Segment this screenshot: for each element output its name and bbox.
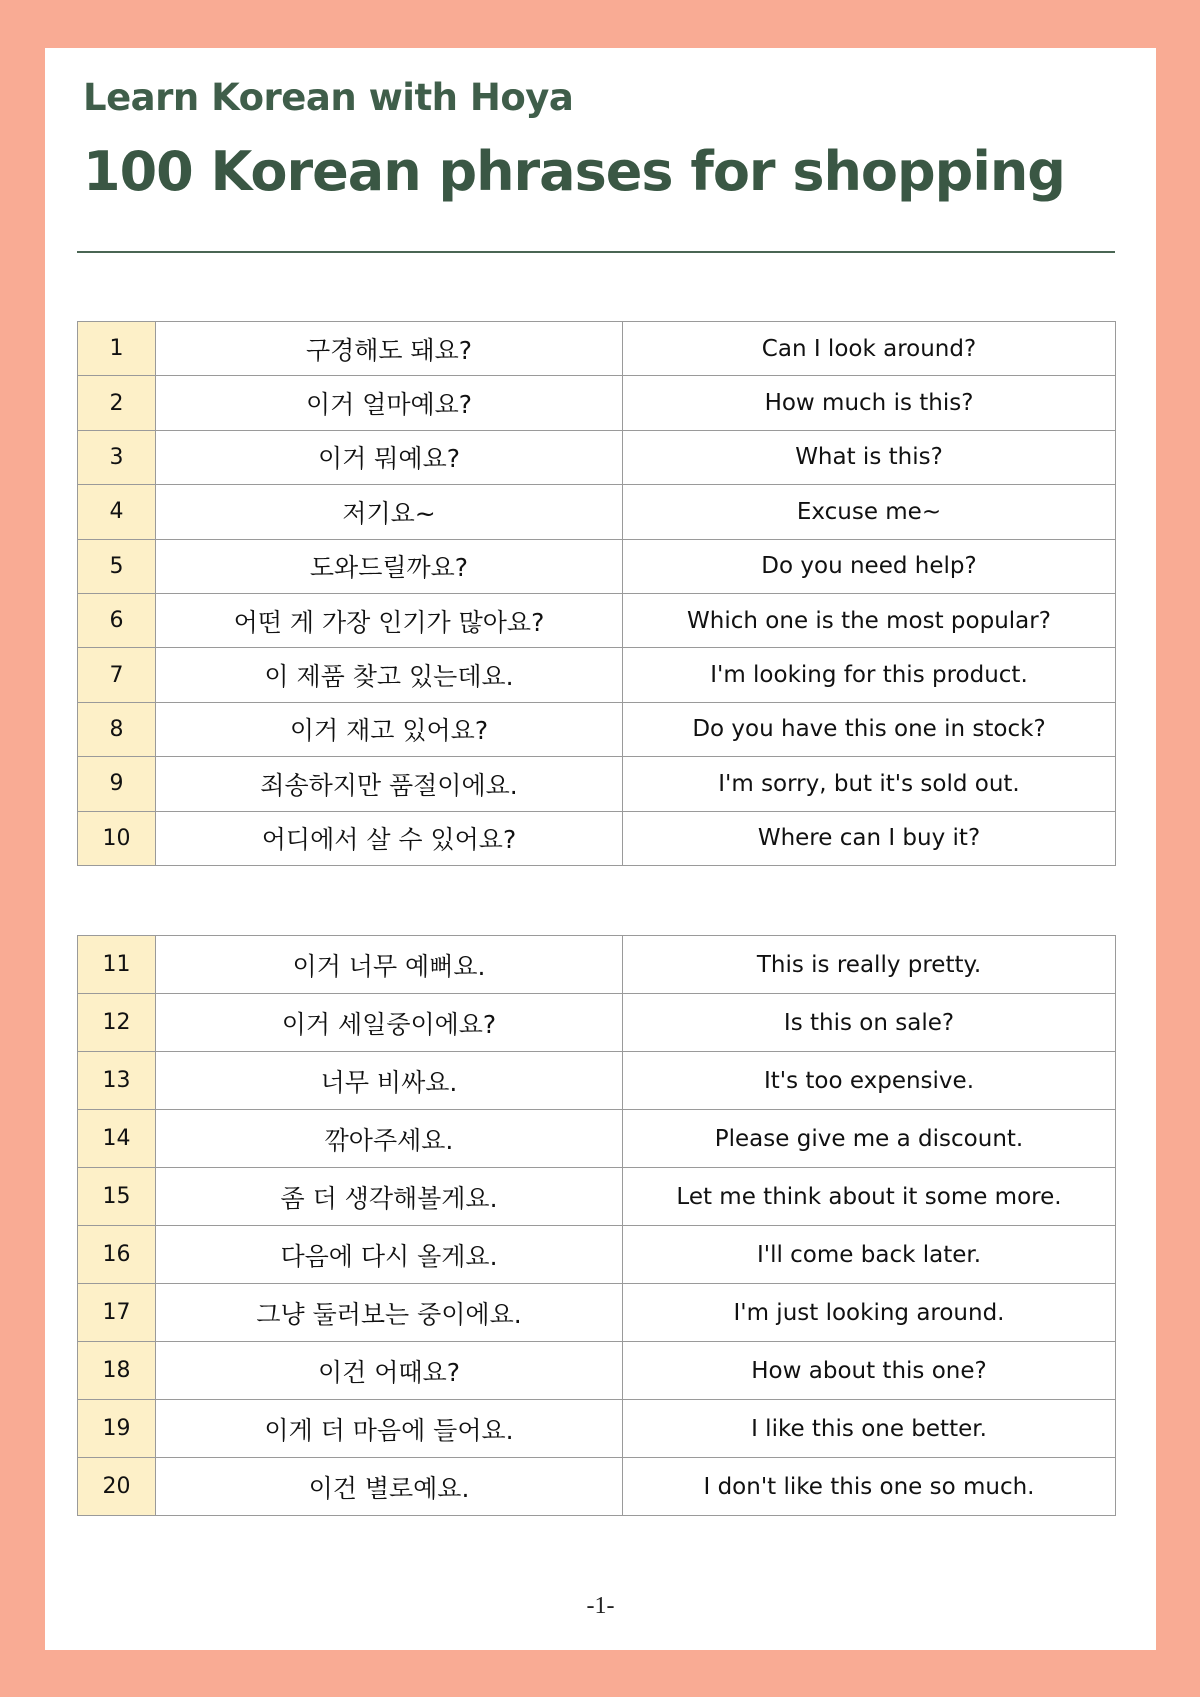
table-row	[78, 593, 1116, 647]
phrase-number: 11	[78, 936, 156, 994]
phrase-number: 6	[78, 593, 156, 647]
english-translation: Do you have this one in stock?	[623, 702, 1116, 756]
phrase-table-1	[77, 321, 1116, 866]
korean-phrase: 죄송하지만 품절이에요.	[156, 757, 623, 811]
english-translation: How much is this?	[623, 376, 1116, 430]
english-translation: Which one is the most popular?	[623, 593, 1116, 647]
english-translation: I'll come back later.	[623, 1226, 1116, 1284]
english-translation: How about this one?	[623, 1342, 1116, 1400]
phrase-number: 4	[78, 485, 156, 539]
korean-phrase: 저기요~	[156, 485, 623, 539]
english-translation: Excuse me~	[623, 485, 1116, 539]
table-row	[78, 648, 1116, 702]
korean-phrase: 이 제품 찾고 있는데요.	[156, 648, 623, 702]
page-subtitle: Learn Korean with Hoya	[83, 76, 574, 119]
document-page	[45, 48, 1156, 1650]
phrase-number: 20	[78, 1458, 156, 1516]
korean-phrase: 그냥 둘러보는 중이에요.	[156, 1284, 623, 1342]
phrase-number: 9	[78, 757, 156, 811]
korean-phrase: 도와드릴까요?	[156, 539, 623, 593]
english-translation: I don't like this one so much.	[623, 1458, 1116, 1516]
korean-phrase: 이게 더 마음에 들어요.	[156, 1400, 623, 1458]
korean-phrase: 이거 얼마예요?	[156, 376, 623, 430]
table-row	[78, 1458, 1116, 1516]
english-translation: I like this one better.	[623, 1400, 1116, 1458]
table-row	[78, 539, 1116, 593]
korean-phrase: 이거 세일중이에요?	[156, 994, 623, 1052]
phrase-number: 19	[78, 1400, 156, 1458]
english-translation: Please give me a discount.	[623, 1110, 1116, 1168]
english-translation: I'm looking for this product.	[623, 648, 1116, 702]
page-title: 100 Korean phrases for shopping	[83, 140, 1065, 203]
korean-phrase: 어떤 게 가장 인기가 많아요?	[156, 593, 623, 647]
phrase-number: 17	[78, 1284, 156, 1342]
korean-phrase: 좀 더 생각해볼게요.	[156, 1168, 623, 1226]
english-translation: It's too expensive.	[623, 1052, 1116, 1110]
korean-phrase: 이거 뭐예요?	[156, 430, 623, 484]
phrase-number: 8	[78, 702, 156, 756]
korean-phrase: 구경해도 돼요?	[156, 322, 623, 376]
table-row	[78, 322, 1116, 376]
table-row	[78, 994, 1116, 1052]
english-translation: This is really pretty.	[623, 936, 1116, 994]
phrase-table-2	[77, 935, 1116, 1516]
english-translation: Let me think about it some more.	[623, 1168, 1116, 1226]
table-row	[78, 936, 1116, 994]
table-row	[78, 1168, 1116, 1226]
table-row	[78, 1052, 1116, 1110]
table-row	[78, 1400, 1116, 1458]
table-row	[78, 1342, 1116, 1400]
korean-phrase: 이거 재고 있어요?	[156, 702, 623, 756]
table-row	[78, 376, 1116, 430]
english-translation: Do you need help?	[623, 539, 1116, 593]
korean-phrase: 이건 어때요?	[156, 1342, 623, 1400]
korean-phrase: 어디에서 살 수 있어요?	[156, 811, 623, 865]
table-row	[78, 485, 1116, 539]
english-translation: Where can I buy it?	[623, 811, 1116, 865]
english-translation: I'm just looking around.	[623, 1284, 1116, 1342]
korean-phrase: 다음에 다시 올게요.	[156, 1226, 623, 1284]
phrase-number: 14	[78, 1110, 156, 1168]
phrase-number: 2	[78, 376, 156, 430]
table-row	[78, 1226, 1116, 1284]
phrase-number: 18	[78, 1342, 156, 1400]
phrase-number: 5	[78, 539, 156, 593]
phrase-number: 3	[78, 430, 156, 484]
table-row	[78, 1284, 1116, 1342]
table-row	[78, 430, 1116, 484]
korean-phrase: 이거 너무 예뻐요.	[156, 936, 623, 994]
table-row	[78, 811, 1116, 865]
phrase-number: 13	[78, 1052, 156, 1110]
table-row	[78, 702, 1116, 756]
english-translation: Is this on sale?	[623, 994, 1116, 1052]
korean-phrase: 이건 별로예요.	[156, 1458, 623, 1516]
english-translation: Can I look around?	[623, 322, 1116, 376]
page-number: -1-	[586, 1593, 615, 1619]
english-translation: I'm sorry, but it's sold out.	[623, 757, 1116, 811]
title-divider	[77, 251, 1115, 253]
phrase-number: 12	[78, 994, 156, 1052]
english-translation: What is this?	[623, 430, 1116, 484]
phrase-number: 7	[78, 648, 156, 702]
phrase-number: 16	[78, 1226, 156, 1284]
table-row	[78, 1110, 1116, 1168]
phrase-number: 1	[78, 322, 156, 376]
phrase-number: 10	[78, 811, 156, 865]
phrase-number: 15	[78, 1168, 156, 1226]
table-row	[78, 757, 1116, 811]
korean-phrase: 너무 비싸요.	[156, 1052, 623, 1110]
korean-phrase: 깎아주세요.	[156, 1110, 623, 1168]
